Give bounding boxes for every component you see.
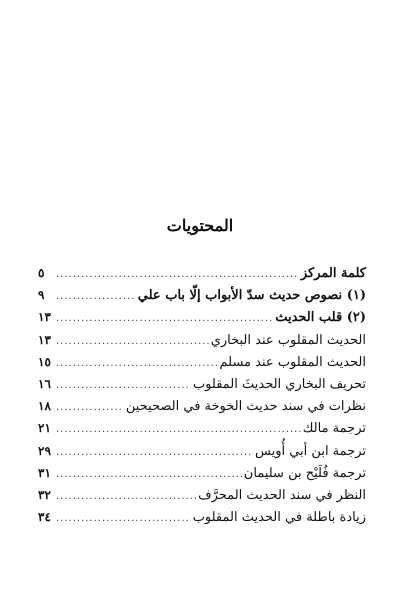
toc-entry-label: ترجمة مالك — [302, 421, 366, 437]
toc-page-number: ٣٢ — [38, 487, 51, 502]
leader-dots — [56, 331, 209, 353]
toc-entry — [38, 462, 366, 484]
toc-entry-label: تحريف البخاري الحديثَ المقلوب — [192, 376, 366, 392]
toc-entry-label: نظرات في سند حديث الخوخة في الصحيحين — [125, 399, 366, 415]
toc-page-number: ١٦ — [38, 376, 51, 391]
leader-dots — [56, 286, 136, 308]
leader-dots — [56, 442, 253, 464]
toc-entry-label: (٢) قلب الحديث — [275, 310, 366, 326]
leader-dots — [56, 375, 191, 397]
toc-entry — [38, 284, 366, 306]
table-of-contents — [38, 262, 366, 528]
toc-entry-label: (١) نصوص حديث سدّ الأبواب إلّا باب علي — [137, 288, 366, 304]
toc-entry — [38, 373, 366, 395]
toc-page-number: ٣٤ — [38, 510, 51, 525]
leader-dots — [56, 486, 196, 508]
leader-dots — [56, 419, 301, 441]
toc-entry-label: زيادة باطلة في الحديث المقلوب — [192, 510, 366, 526]
leader-dots — [56, 353, 217, 375]
toc-entry — [38, 262, 366, 284]
toc-page-number: ١٣ — [38, 332, 51, 347]
toc-page-number: ٣١ — [38, 465, 51, 480]
toc-page-number: ١٨ — [38, 399, 51, 414]
toc-page-number: ١٣ — [38, 310, 51, 325]
page-title: المحتويات — [166, 216, 234, 235]
toc-entry — [38, 484, 366, 506]
leader-dots — [56, 397, 124, 419]
toc-entry — [38, 395, 366, 417]
toc-page-number: ٥ — [38, 266, 45, 280]
leader-dots — [56, 464, 242, 486]
toc-entry — [38, 440, 366, 462]
toc-entry-label: كلمة المركز — [300, 266, 366, 281]
leader-dots — [56, 308, 273, 330]
toc-entry-label: ترجمة فُلَيْح بن سليمان — [243, 465, 366, 481]
toc-page-number: ٩ — [38, 288, 45, 303]
toc-page-number: ٢٩ — [38, 443, 51, 458]
toc-entry-label: ترجمة ابن أبي أُويس — [255, 443, 366, 459]
toc-entry — [38, 351, 366, 373]
toc-entry-label: الحديث المقلوب عند البخاري — [210, 332, 366, 348]
toc-entry — [38, 306, 366, 328]
toc-entry — [38, 417, 366, 439]
toc-entry-label: الحديث المقلوب عند مسلم — [219, 354, 366, 370]
toc-entry — [38, 329, 366, 351]
leader-dots — [56, 508, 191, 530]
toc-page-number: ١٥ — [38, 354, 51, 369]
toc-page-number: ٢١ — [38, 421, 51, 436]
leader-dots — [56, 264, 299, 286]
toc-entry-label: النظر في سند الحديث المحرَّف — [198, 487, 366, 503]
toc-entry — [38, 506, 366, 528]
